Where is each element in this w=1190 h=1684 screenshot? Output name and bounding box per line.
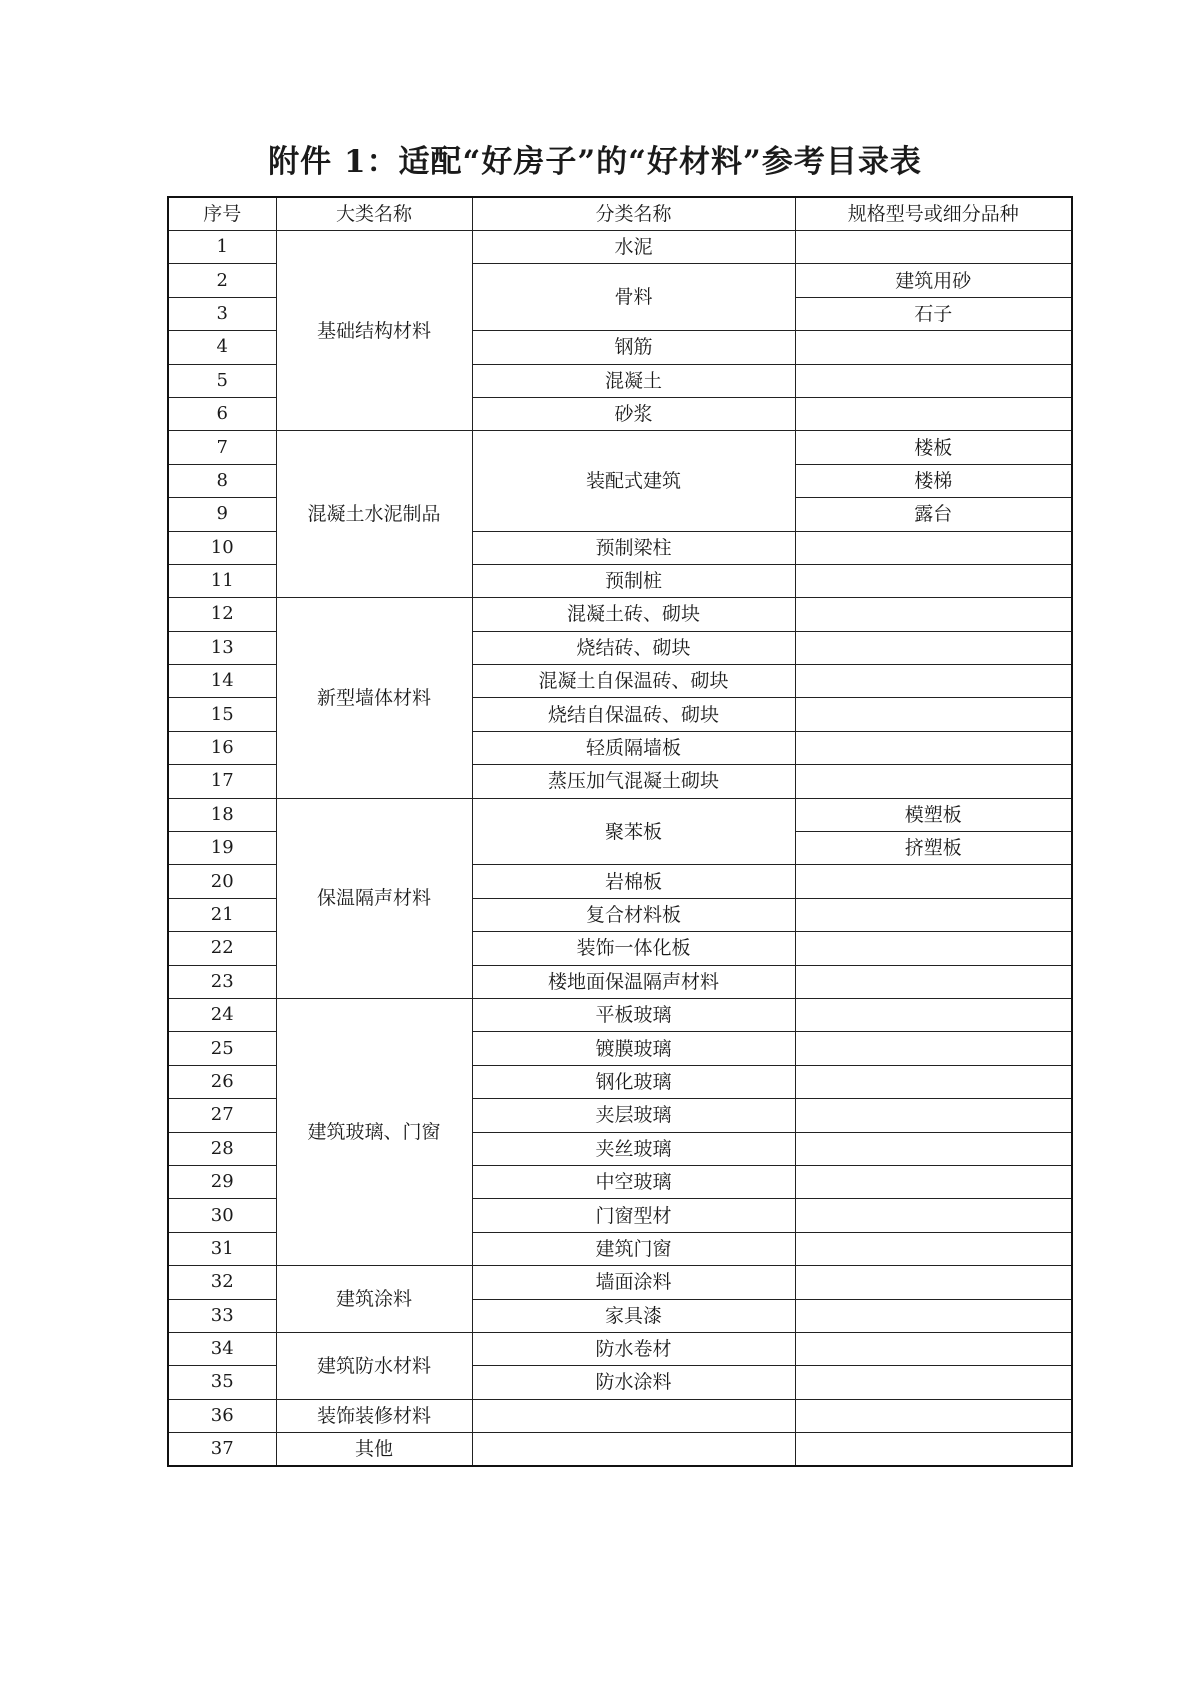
row-number: 35 [168,1366,276,1399]
subcategory-cell: 岩棉板 [472,865,795,898]
spec-cell [795,965,1072,998]
header-subcategory: 分类名称 [472,197,795,231]
subcategory-cell: 复合材料板 [472,898,795,931]
subcategory-cell: 墙面涂料 [472,1266,795,1299]
spec-cell: 挤塑板 [795,832,1072,865]
subcategory-cell: 聚苯板 [472,798,795,865]
subcategory-cell: 混凝土 [472,364,795,397]
spec-cell [795,1366,1072,1399]
subcategory-cell: 中空玻璃 [472,1165,795,1198]
subcategory-cell [472,1433,795,1467]
spec-cell [795,1399,1072,1432]
subcategory-cell: 防水涂料 [472,1366,795,1399]
header-category: 大类名称 [276,197,472,231]
row-number: 32 [168,1266,276,1299]
subcategory-cell: 烧结砖、砌块 [472,631,795,664]
row-number: 30 [168,1199,276,1232]
subcategory-cell: 水泥 [472,231,795,264]
subcategory-cell: 砂浆 [472,397,795,430]
category-cell: 其他 [276,1433,472,1467]
subcategory-cell: 钢化玻璃 [472,1065,795,1098]
spec-cell [795,865,1072,898]
spec-cell [795,932,1072,965]
subcategory-cell: 平板玻璃 [472,998,795,1031]
header-seq: 序号 [168,197,276,231]
row-number: 1 [168,231,276,264]
document-title: 附件 1：适配“好房子”的“好材料”参考目录表 [268,144,922,180]
row-number: 18 [168,798,276,831]
subcategory-cell: 钢筋 [472,331,795,364]
table-body [168,231,1072,1467]
row-number: 15 [168,698,276,731]
category-cell: 建筑涂料 [276,1266,472,1333]
row-number: 23 [168,965,276,998]
spec-cell: 模塑板 [795,798,1072,831]
spec-cell [795,1065,1072,1098]
subcategory-cell: 夹层玻璃 [472,1099,795,1132]
category-cell: 建筑玻璃、门窗 [276,998,472,1265]
row-number: 24 [168,998,276,1031]
row-number: 6 [168,397,276,430]
subcategory-cell: 骨料 [472,264,795,331]
spec-cell [795,731,1072,764]
row-number: 33 [168,1299,276,1332]
row-number: 26 [168,1065,276,1098]
table-row [168,998,1072,1031]
spec-cell [795,1232,1072,1265]
category-cell: 装饰装修材料 [276,1399,472,1432]
row-number: 22 [168,932,276,965]
spec-cell: 露台 [795,498,1072,531]
subcategory-cell: 建筑门窗 [472,1232,795,1265]
category-cell: 基础结构材料 [276,231,472,431]
spec-cell: 石子 [795,297,1072,330]
subcategory-cell: 混凝土砖、砌块 [472,598,795,631]
spec-cell [795,1199,1072,1232]
table-header-row [168,197,1072,231]
subcategory-cell: 装配式建筑 [472,431,795,531]
subcategory-cell: 装饰一体化板 [472,932,795,965]
category-cell: 新型墙体材料 [276,598,472,798]
spec-cell [795,665,1072,698]
spec-cell [795,1132,1072,1165]
row-number: 27 [168,1099,276,1132]
spec-cell [795,598,1072,631]
table-row [168,1266,1072,1299]
row-number: 4 [168,331,276,364]
spec-cell [795,998,1072,1031]
row-number: 31 [168,1232,276,1265]
subcategory-cell: 楼地面保温隔声材料 [472,965,795,998]
table-row [168,798,1072,831]
row-number: 5 [168,364,276,397]
subcategory-cell: 混凝土自保温砖、砌块 [472,665,795,698]
spec-cell: 建筑用砂 [795,264,1072,297]
materials-catalog-table [167,196,1073,1467]
table-row [168,598,1072,631]
subcategory-cell: 预制梁柱 [472,531,795,564]
spec-cell: 楼梯 [795,464,1072,497]
spec-cell [795,1099,1072,1132]
subcategory-cell: 轻质隔墙板 [472,731,795,764]
row-number: 25 [168,1032,276,1065]
row-number: 19 [168,832,276,865]
spec-cell [795,765,1072,798]
spec-cell [795,1299,1072,1332]
category-cell: 保温隔声材料 [276,798,472,998]
subcategory-cell: 烧结自保温砖、砌块 [472,698,795,731]
row-number: 11 [168,564,276,597]
row-number: 36 [168,1399,276,1432]
row-number: 13 [168,631,276,664]
spec-cell [795,231,1072,264]
subcategory-cell: 门窗型材 [472,1199,795,1232]
category-cell: 建筑防水材料 [276,1332,472,1399]
subcategory-cell: 预制桩 [472,564,795,597]
spec-cell [795,1266,1072,1299]
row-number: 34 [168,1332,276,1365]
subcategory-cell: 蒸压加气混凝土砌块 [472,765,795,798]
row-number: 7 [168,431,276,464]
row-number: 8 [168,464,276,497]
header-spec: 规格型号或细分品种 [795,197,1072,231]
row-number: 14 [168,665,276,698]
spec-cell [795,1332,1072,1365]
row-number: 9 [168,498,276,531]
spec-cell [795,1165,1072,1198]
row-number: 21 [168,898,276,931]
row-number: 28 [168,1132,276,1165]
table-row [168,1399,1072,1432]
category-cell: 混凝土水泥制品 [276,431,472,598]
spec-cell [795,698,1072,731]
row-number: 10 [168,531,276,564]
table-row [168,1332,1072,1365]
spec-cell [795,1032,1072,1065]
row-number: 17 [168,765,276,798]
row-number: 20 [168,865,276,898]
subcategory-cell: 家具漆 [472,1299,795,1332]
spec-cell [795,1433,1072,1467]
row-number: 29 [168,1165,276,1198]
table-row [168,431,1072,464]
subcategory-cell: 防水卷材 [472,1332,795,1365]
spec-cell [795,331,1072,364]
table-row [168,1433,1072,1467]
table-row [168,231,1072,264]
subcategory-cell: 镀膜玻璃 [472,1032,795,1065]
spec-cell [795,397,1072,430]
spec-cell [795,364,1072,397]
row-number: 12 [168,598,276,631]
spec-cell [795,531,1072,564]
row-number: 37 [168,1433,276,1467]
subcategory-cell: 夹丝玻璃 [472,1132,795,1165]
row-number: 16 [168,731,276,764]
spec-cell: 楼板 [795,431,1072,464]
spec-cell [795,898,1072,931]
row-number: 3 [168,297,276,330]
subcategory-cell [472,1399,795,1432]
row-number: 2 [168,264,276,297]
spec-cell [795,631,1072,664]
spec-cell [795,564,1072,597]
